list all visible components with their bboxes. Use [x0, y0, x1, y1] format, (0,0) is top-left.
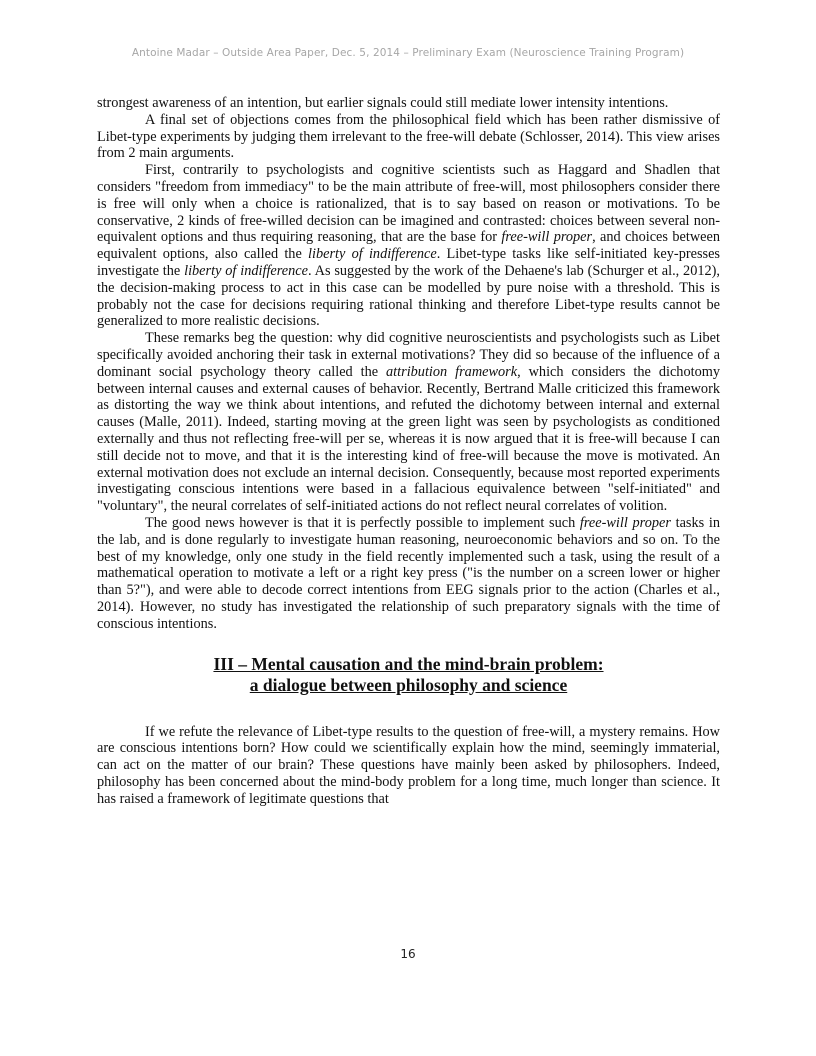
paragraph-p5	[97, 515, 720, 633]
running-header: Antoine Madar – Outside Area Paper, Dec. 5, 2014 – Preliminary Exam (Neuroscience Training Program)	[131, 47, 685, 59]
text-run: First, contrarily to psychologists and cognitive scientists such as Haggard and Shadlen that considers "freedom from immediacy" to be the main attribute of free-will, most philosophers consider there is free will only when a choice is rationalized, that is to say based on reason or motivations. To be conservative, 2 kinds of free-willed decision can be imagined and contrasted: choices between several non-equivalent options and thus requiring reasoning, that are the base for	[97, 162, 720, 246]
text-run: A final set of objections comes from the philosophical field which has been rather dismissive of Libet-type experiments by judging them irrelevant to the free-will debate (Schlosser, 2014). This view arises from 2 main arguments.	[97, 111, 720, 162]
paragraph-p4	[97, 330, 720, 515]
text-run: tasks in the lab, and is done regularly to investigate human reasoning, neuroeconomic behaviors and so on. To the best of my knowledge, only one study in the field recently implemented such a task, using the result of a mathematical operation to motivate a left or a right key press ("is the number on a screen lower or higher than 5?"), and were able to decode correct intentions from EEG signals prior to the action (Charles et al., 2014). However, no study has investigated the relationship of such preparatory signals with the time of conscious intentions.	[97, 514, 720, 632]
text-run: . As suggested by the work of the Dehaene's lab (Schurger et al., 2012), the decision-making process to act in this case can be modelled by pure noise with a threshold. This is probably not the case for decisions requiring rational thinking and therefore Libet-type results cannot be generalized to more realistic decisions.	[97, 262, 720, 330]
paragraph-p3	[97, 162, 720, 330]
text-run: The good news however is that it is perfectly possible to implement such	[145, 514, 580, 531]
text-run: , which considers the dichotomy between internal causes and external causes of behavior. Recently, Bertrand Malle criticized this framework as distorting the way we think about intentions, and refuted the dichotomy between internal and external causes (Malle, 2011). Indeed, starting moving at the green light was seen by psychologists as conditioned externally and thus not reflecting free-will per se, whereas it is now argued that it is free-will because I can still decide not to move, and that it is the interesting kind of free-will because the move is motivated. An external motivation does not exclude an internal decision. Consequently, because most reported experiments investigating conscious intentions were based in a fallacious equivalence between "self-initiated" and "voluntary", the neural correlates of self-initiated actions do not reflect neural correlates of volition.	[97, 363, 720, 515]
closing-paragraph: If we refute the relevance of Libet-type results to the question of free-will, a mystery remains. How are conscious intentions born? How could we scientifically explain how the mind, seemingly immaterial, can act on the matter of our brain? These questions have mainly been asked by philosophers. Indeed, philosophy has been concerned about the mind-body problem for a long time, much longer than science. It has raised a framework of legitimate questions that	[97, 723, 720, 807]
page-number: 16	[400, 947, 416, 961]
paragraph-p2	[97, 112, 720, 162]
section-heading	[97, 654, 720, 696]
section-heading-line-1: III – Mental causation and the mind-brain problem:	[213, 653, 604, 674]
italic-term: liberty of indifference	[184, 262, 308, 279]
text-run: These remarks beg the question: why did cognitive neuroscientists and psychologists such as Libet specifically avoided anchoring their task in external motivations? They did so because of the influence of a dominant social psychology theory called the	[97, 330, 720, 380]
italic-term: free-will proper	[501, 229, 593, 246]
italic-term: liberty of indifference	[308, 246, 437, 263]
paragraph-p1	[97, 95, 720, 112]
text-run: , and choices between equivalent options, also called the	[97, 229, 720, 263]
text-run: strongest awareness of an intention, but earlier signals could still mediate lower intensity intentions.	[97, 95, 669, 111]
paragraph-group	[97, 95, 720, 633]
section-heading-line-2: a dialogue between philosophy and science	[249, 674, 568, 695]
italic-term: attribution framework	[386, 363, 518, 380]
body-text	[97, 95, 720, 807]
text-run: . Libet-type tasks like self-initiated key-presses investigate the	[97, 246, 720, 279]
italic-term: free-will proper	[579, 514, 671, 531]
